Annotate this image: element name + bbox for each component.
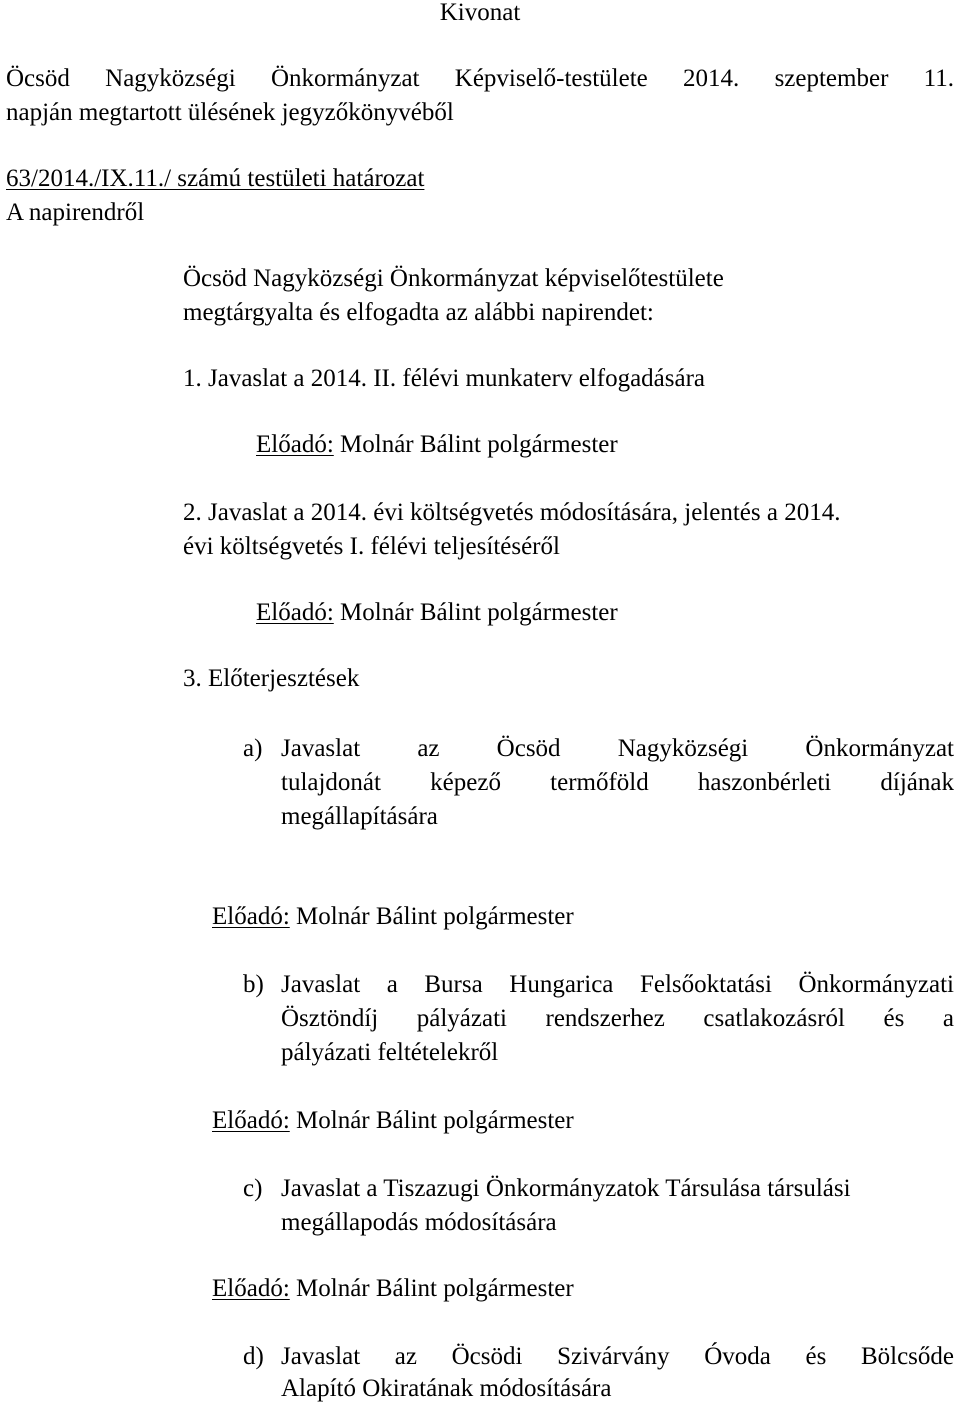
- agenda-item-3: 3. Előterjesztések: [183, 665, 360, 692]
- presenter-3a: [212, 900, 574, 934]
- presenter-name: Molnár Bálint polgármester: [333, 599, 618, 626]
- presenter-1: [256, 428, 618, 462]
- sub-item-b-marker: b): [243, 971, 264, 998]
- sub-item-c-marker: c): [243, 1175, 263, 1202]
- sub-item-b-line-3: pályázati feltételekről: [281, 1039, 499, 1066]
- agenda-item-1: 1. Javaslat a 2014. II. félévi munkaterv elfogadására: [183, 365, 706, 392]
- sub-item-c-line-1: Javaslat a Tiszazugi Önkormányzatok Társulása társulási: [281, 1175, 851, 1202]
- presenter-3c: [212, 1272, 574, 1306]
- document-title: Kivonat: [439, 0, 521, 26]
- sub-item-a-line-1: Javaslat az Öcsöd Nagyközségi Önkormányzat: [281, 735, 954, 762]
- body-line-1: Öcsöd Nagyközségi Önkormányzat képviselőtestülete: [183, 265, 724, 292]
- resolution-subject: A napirendről: [6, 199, 145, 226]
- sub-item-b-line-2: Ösztöndíj pályázati rendszerhez csatlakozásról és a: [281, 1005, 954, 1032]
- sub-item-d-line-2: Alapító Okiratának módosítására: [281, 1375, 612, 1402]
- presenter-label: Előadó:: [212, 1275, 290, 1302]
- presenter-name: Molnár Bálint polgármester: [289, 1275, 574, 1302]
- sub-item-d-line-1: Javaslat az Öcsödi Szivárvány Óvoda és Bölcsőde: [281, 1343, 954, 1370]
- sub-item-a-line-2: tulajdonát képező termőföld haszonbérleti díjának: [281, 769, 954, 796]
- intro-line-1: Öcsöd Nagyközségi Önkormányzat Képviselő-testülete 2014. szeptember 11.: [6, 65, 954, 92]
- presenter-name: Molnár Bálint polgármester: [333, 431, 618, 458]
- presenter-label: Előadó:: [212, 1107, 290, 1134]
- presenter-label: Előadó:: [256, 431, 334, 458]
- presenter-label: Előadó:: [256, 599, 334, 626]
- sub-item-c-line-2: megállapodás módosítására: [281, 1209, 557, 1236]
- agenda-item-2-line-2: évi költségvetés I. félévi teljesítéséről: [183, 533, 560, 560]
- sub-item-a-marker: a): [243, 735, 263, 762]
- presenter-label: Előadó:: [212, 903, 290, 930]
- agenda-item-2-line-1: 2. Javaslat a 2014. évi költségvetés módosítására, jelentés a 2014.: [183, 499, 841, 526]
- sub-item-b-line-1: Javaslat a Bursa Hungarica Felsőoktatási Önkormányzati: [281, 971, 954, 998]
- resolution-number: 63/2014./IX.11./ számú testületi határozat: [6, 165, 425, 192]
- body-line-2: megtárgyalta és elfogadta az alábbi napirendet:: [183, 299, 654, 326]
- intro-line-2: napján megtartott ülésének jegyzőkönyvéből: [6, 99, 454, 126]
- presenter-name: Molnár Bálint polgármester: [289, 1107, 574, 1134]
- presenter-3b: [212, 1104, 574, 1138]
- sub-item-a-line-3: megállapítására: [281, 803, 438, 830]
- sub-item-d-marker: d): [243, 1343, 264, 1370]
- presenter-2: [256, 596, 618, 630]
- presenter-name: Molnár Bálint polgármester: [289, 903, 574, 930]
